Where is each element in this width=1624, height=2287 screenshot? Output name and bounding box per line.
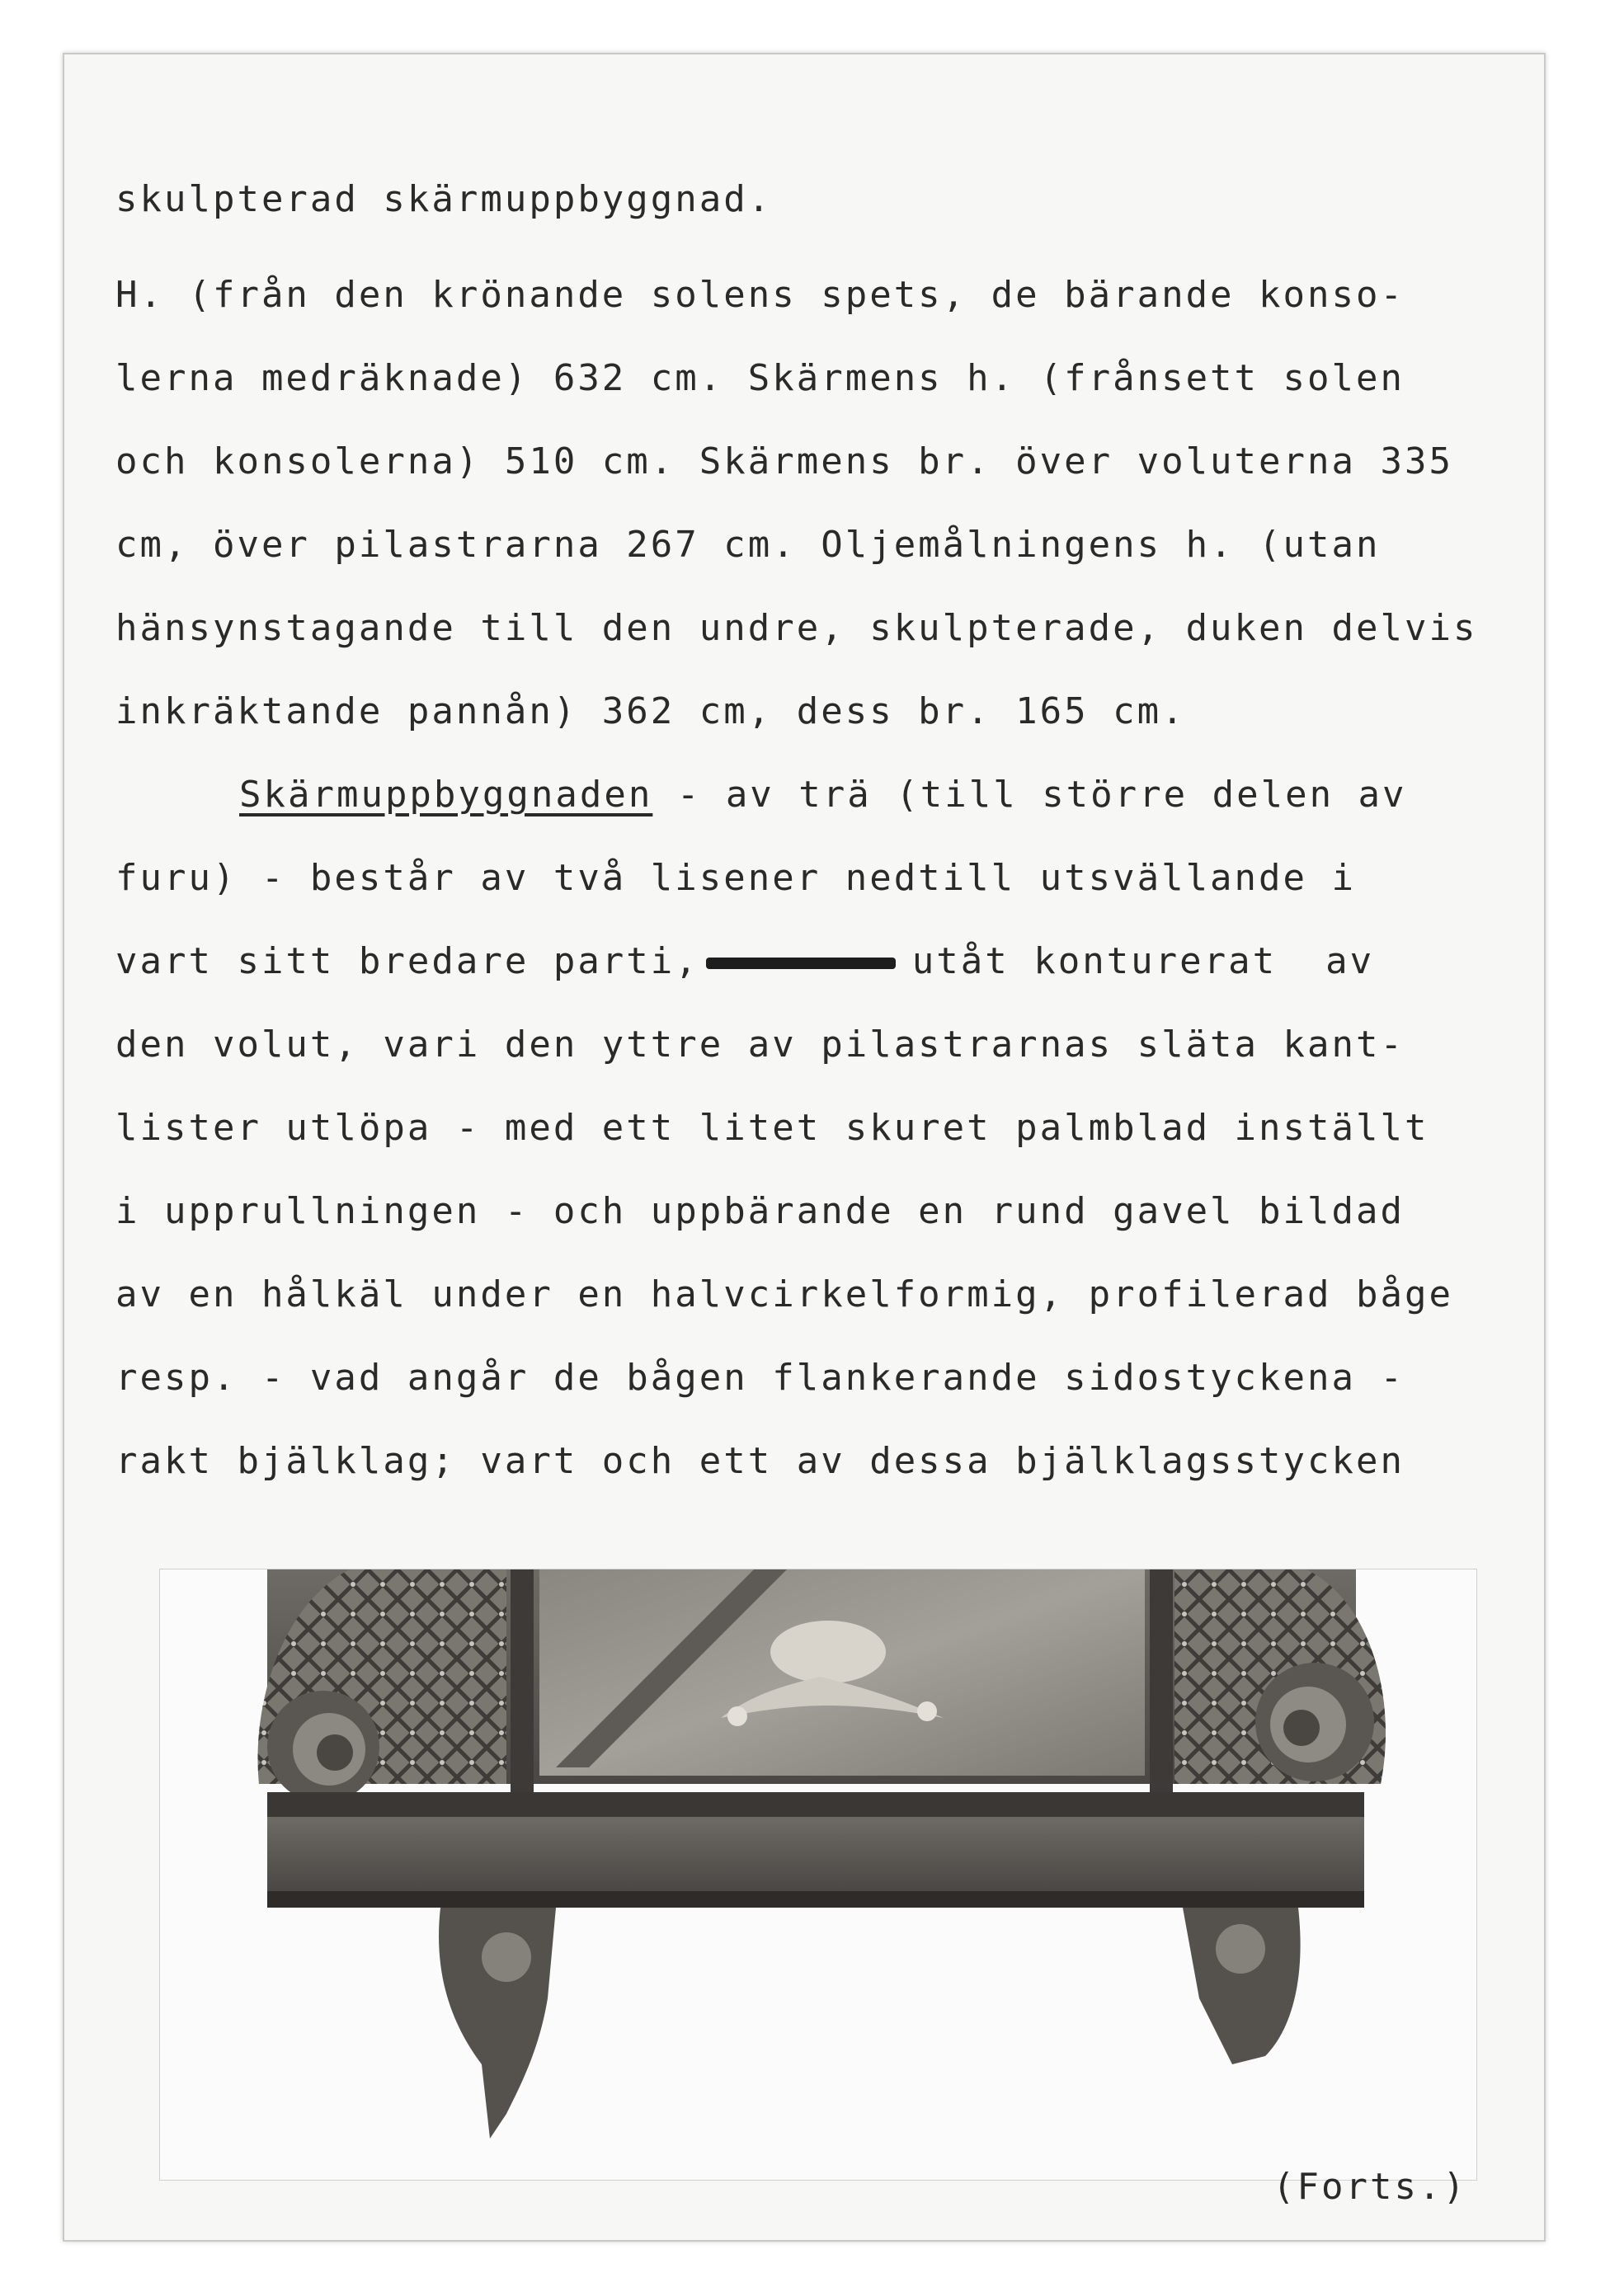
text-line: H. (från den krönande solens spets, de bärande konso-	[115, 274, 1405, 316]
continued-note: (Forts.)	[1273, 2166, 1467, 2208]
text-span: utåt konturerat av	[911, 940, 1375, 982]
text-line: cm, över pilastrarna 267 cm. Oljemålningens h. (utan	[115, 524, 1381, 566]
photograph	[159, 1569, 1477, 2181]
paragraph-start	[115, 753, 1518, 836]
text-line: hänsynstagande till den undre, skulpterade, duken delvis	[115, 607, 1478, 649]
text-line: resp. - vad angår de bågen flankerande sidostyckena -	[115, 1357, 1405, 1399]
text-line: den volut, vari den yttre av pilastrarnas släta kant-	[115, 1024, 1405, 1066]
text-line: inkräktande pannån) 362 cm, dess br. 165 cm.	[115, 690, 1186, 732]
text-line: furu) - består av två lisener nedtill utsvällande i	[115, 857, 1357, 899]
text-line: och konsolerna) 510 cm. Skärmens br. över voluterna 335	[115, 440, 1453, 482]
text-line: lister utlöpa - med ett litet skuret palmblad inställt	[115, 1107, 1429, 1149]
text-span: vart sitt bredare parti,	[115, 940, 699, 982]
carved-screen-photo-image	[160, 1569, 1476, 2180]
text-line: i upprullningen - och uppbärande en rund gavel bildad	[115, 1190, 1405, 1232]
underlined-heading-word: Skärmuppbyggnaden	[239, 774, 653, 816]
document-card	[63, 53, 1546, 2242]
text-line-with-strikeout	[115, 920, 1518, 1003]
text-span: - av trä (till större delen av	[652, 774, 1407, 816]
text-line: lerna medräknade) 632 cm. Skärmens h. (frånsett solen	[115, 357, 1405, 399]
text-line: skulpterad skärmuppbyggnad.	[115, 178, 773, 220]
struck-out-word	[706, 958, 896, 969]
text-line: rakt bjälklag; vart och ett av dessa bjälklagsstycken	[115, 1440, 1405, 1482]
typed-text	[115, 158, 1518, 1503]
text-line: av en hålkäl under en halvcirkelformig, profilerad båge	[115, 1273, 1453, 1315]
